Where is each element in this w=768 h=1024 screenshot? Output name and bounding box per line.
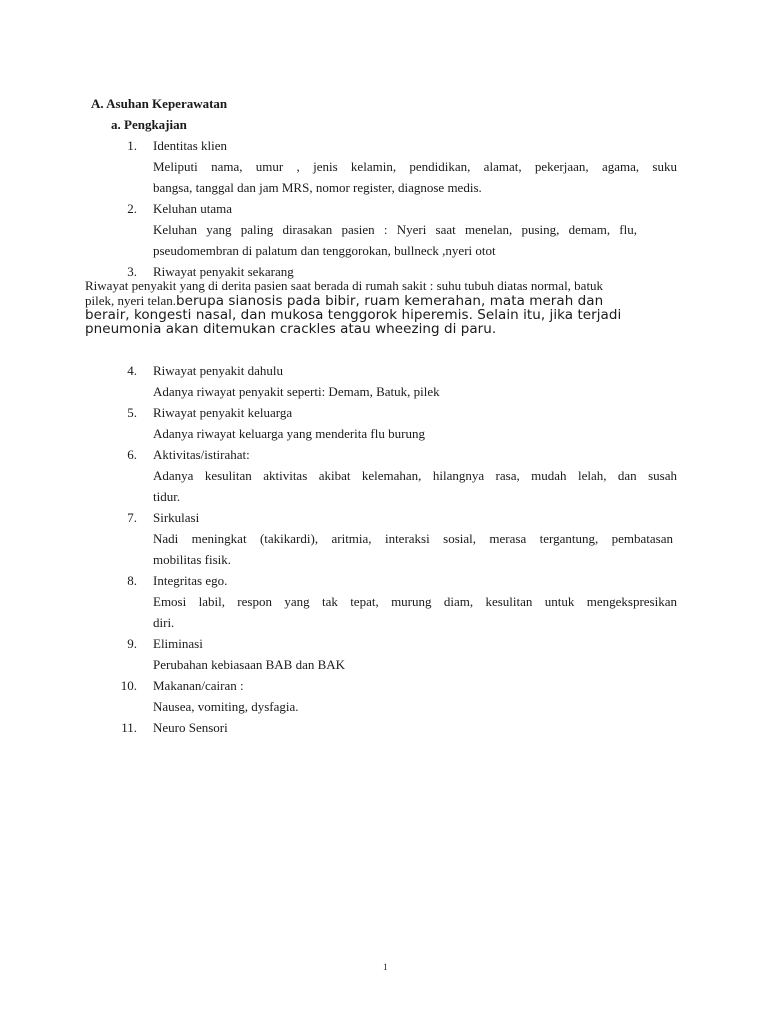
item-text: Perubahan kebiasaan BAB dan BAK — [153, 657, 346, 672]
item-title: Riwayat penyakit sekarang — [153, 264, 294, 279]
item-text: Nadi meningkat (takikardi), aritmia, interaksi sosial, merasa tergantung, pembatasan — [153, 531, 673, 546]
item-title: Aktivitas/istirahat: — [153, 447, 250, 462]
history-line: pneumonia akan ditemukan crackles atau wheezing di paru. — [85, 321, 497, 337]
item-number: 8. — [127, 573, 137, 588]
item-number: 9. — [127, 636, 137, 651]
item-text: bangsa, tanggal dan jam MRS, nomor register, diagnose medis. — [153, 180, 482, 195]
page-number: 1 — [383, 962, 388, 972]
item-title: Keluhan utama — [153, 201, 233, 216]
item-text: tidur. — [153, 489, 181, 504]
item-text: Keluhan yang paling dirasakan pasien : Nyeri saat menelan, pusing, demam, flu, — [153, 222, 637, 237]
item-title: Eliminasi — [153, 636, 203, 651]
history-serif-text: pilek, nyeri telan. — [85, 293, 176, 308]
history-line: berair, kongesti nasal, dan mukosa tenggorok hiperemis. Selain itu, jika terjadi — [85, 307, 622, 323]
item-title: Identitas klien — [153, 138, 228, 153]
item-title: Integritas ego. — [153, 573, 228, 588]
item-number: 6. — [127, 447, 137, 462]
item-number: 3. — [127, 264, 137, 279]
subsection-heading: a. Pengkajian — [111, 117, 187, 132]
item-text: Adanya riwayat keluarga yang menderita flu burung — [153, 426, 425, 441]
item-number: 1. — [127, 138, 137, 153]
item-text: Adanya riwayat penyakit seperti: Demam, Batuk, pilek — [153, 384, 440, 399]
item-number: 10. — [120, 678, 137, 693]
item-title: Riwayat penyakit dahulu — [153, 363, 283, 378]
item-text: diri. — [153, 615, 175, 630]
item-title: Makanan/cairan : — [153, 678, 244, 693]
item-text: Adanya kesulitan aktivitas akibat kelemahan, hilangnya rasa, mudah lelah, dan susah — [153, 468, 677, 483]
item-number: 7. — [127, 510, 137, 525]
history-sans-text: berupa sianosis pada bibir, ruam kemerahan, mata merah dan — [175, 293, 604, 309]
section-heading: A. Asuhan Keperawatan — [91, 96, 228, 111]
item-title: Sirkulasi — [153, 510, 200, 525]
history-line: Riwayat penyakit yang di derita pasien saat berada di rumah sakit : suhu tubuh diatas normal, batuk — [85, 278, 604, 293]
item-title: Neuro Sensori — [153, 720, 228, 735]
item-text: mobilitas fisik. — [153, 552, 231, 567]
item-number: 4. — [127, 363, 137, 378]
item-text: Emosi labil, respon yang tak tepat, murung diam, kesulitan untuk mengekspresikan — [153, 594, 677, 609]
item-number: 5. — [127, 405, 137, 420]
item-text: pseudomembran di palatum dan tenggorokan, bullneck ,nyeri otot — [153, 243, 496, 258]
item-number: 11. — [121, 720, 137, 735]
item-text: Meliputi nama, umur , jenis kelamin, pendidikan, alamat, pekerjaan, agama, suku — [153, 159, 677, 174]
item-number: 2. — [127, 201, 137, 216]
item-text: Nausea, vomiting, dysfagia. — [153, 699, 299, 714]
item-title: Riwayat penyakit keluarga — [153, 405, 293, 420]
